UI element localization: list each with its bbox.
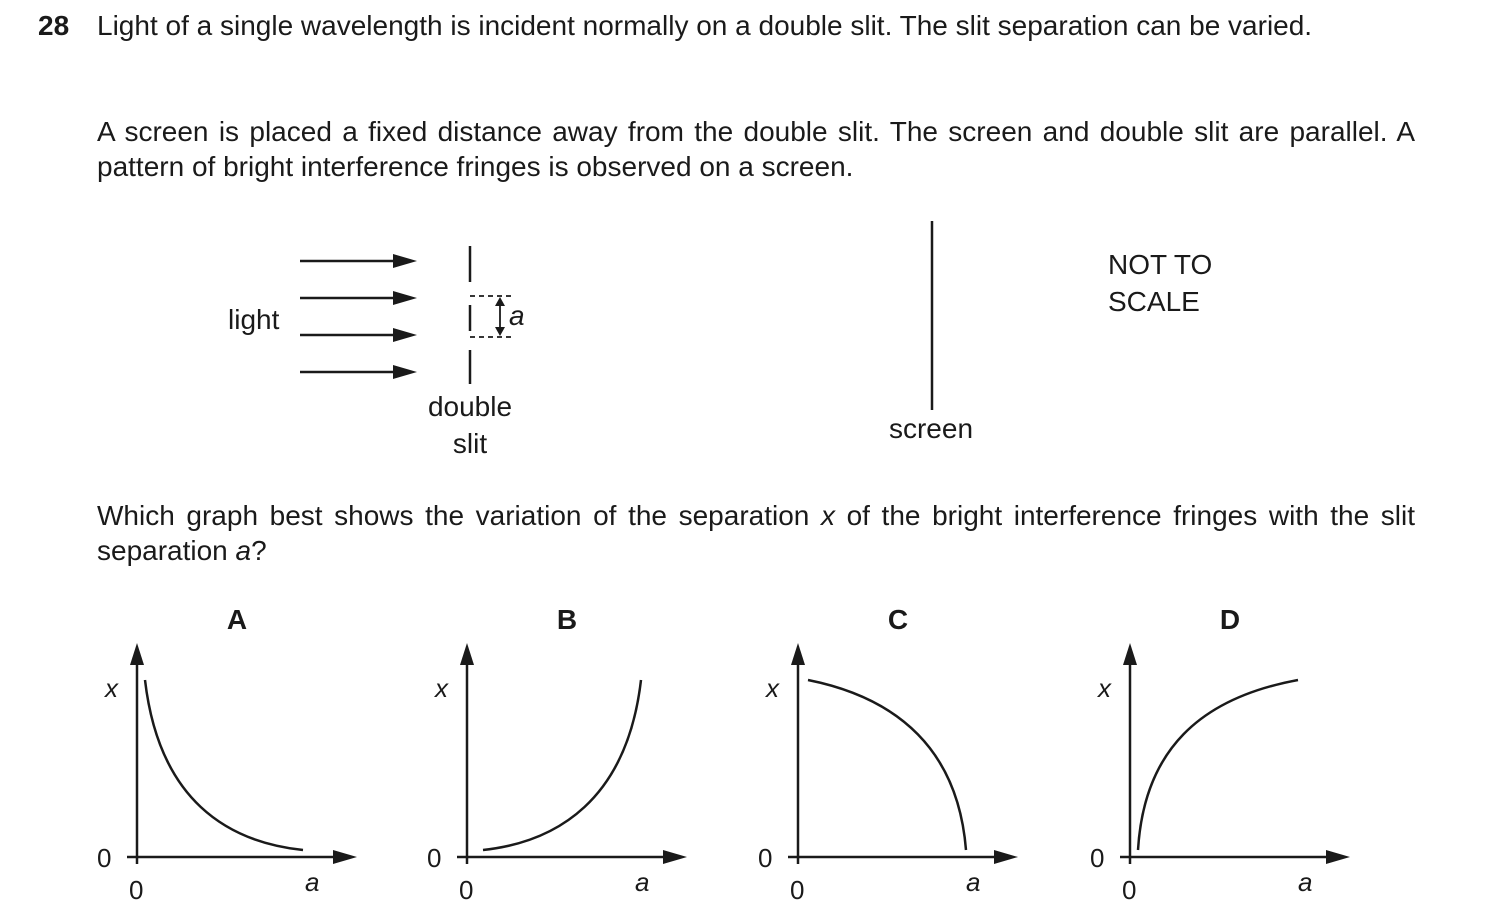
x-origin-label: 0	[1122, 875, 1137, 905]
x-axis-arrow-icon	[994, 850, 1018, 864]
graph-b	[427, 604, 687, 905]
y-origin-label: 0	[1090, 843, 1105, 873]
not-to-scale-line-2: SCALE	[1108, 286, 1200, 317]
y-origin-label: 0	[758, 843, 773, 873]
light-ray-1	[300, 254, 417, 268]
prompt-text-1: Which graph best shows the variation of the separation	[97, 500, 821, 531]
graph-curve	[483, 680, 641, 850]
graph-letter: B	[556, 604, 578, 635]
slit-separation-marker	[470, 296, 512, 337]
y-axis-arrow-icon	[460, 643, 474, 665]
y-origin-label: 0	[97, 843, 112, 873]
prompt-text-3: ?	[251, 535, 267, 566]
graph-a	[97, 604, 357, 905]
x-axis-label: a	[305, 867, 320, 897]
answer-graphs	[97, 604, 1350, 905]
y-axis-label: x	[105, 673, 118, 703]
question-paragraph-2: A screen is placed a fixed distance away from the double slit. The screen and double slit are parallel. A pattern of bright interference fringes is observed on a screen.	[97, 116, 1415, 182]
prompt-var-a: a	[235, 535, 252, 566]
question-paragraph-1: Light of a single wavelength is incident normally on a double slit. The slit separation can be varied.	[97, 10, 1313, 41]
not-to-scale-line-1: NOT TO	[1108, 249, 1213, 280]
setup-diagram	[228, 221, 1212, 459]
y-origin-label: 0	[427, 843, 442, 873]
x-axis-label: a	[635, 867, 650, 897]
graph-letter: C	[887, 604, 909, 635]
graph-curve	[808, 680, 966, 850]
graph-d	[1090, 604, 1350, 905]
light-ray-3	[300, 328, 417, 342]
y-axis-arrow-icon	[791, 643, 805, 665]
y-axis-arrow-icon	[1123, 643, 1137, 665]
x-axis-arrow-icon	[1326, 850, 1350, 864]
double-slit-label-line-2: slit	[452, 428, 488, 459]
prompt-var-x: x	[820, 500, 835, 531]
x-axis-label: a	[966, 867, 981, 897]
x-axis-arrow-icon	[333, 850, 357, 864]
y-axis-label: x	[435, 673, 448, 703]
light-label: light	[228, 304, 280, 335]
graph-letter: D	[1219, 604, 1241, 635]
x-origin-label: 0	[790, 875, 805, 905]
graph-c	[758, 604, 1018, 905]
graph-curve	[145, 680, 303, 850]
x-origin-label: 0	[459, 875, 474, 905]
graph-letter: A	[226, 604, 248, 635]
prompt-text-2: of the bright interference fringes with the slit separation	[97, 500, 1416, 566]
screen-label: screen	[888, 413, 974, 444]
slit-separation-label: a	[509, 300, 525, 331]
light-rays	[300, 254, 417, 379]
y-axis-label: x	[766, 673, 779, 703]
double-slit-label-line-1: double	[427, 391, 513, 422]
x-origin-label: 0	[129, 875, 144, 905]
y-axis-label: x	[1098, 673, 1111, 703]
light-ray-2	[300, 291, 417, 305]
x-axis-label: a	[1298, 867, 1313, 897]
question-number: 28	[38, 10, 70, 41]
y-axis-arrow-icon	[130, 643, 144, 665]
x-axis-arrow-icon	[663, 850, 687, 864]
graph-curve	[1138, 680, 1298, 850]
light-ray-4	[300, 365, 417, 379]
